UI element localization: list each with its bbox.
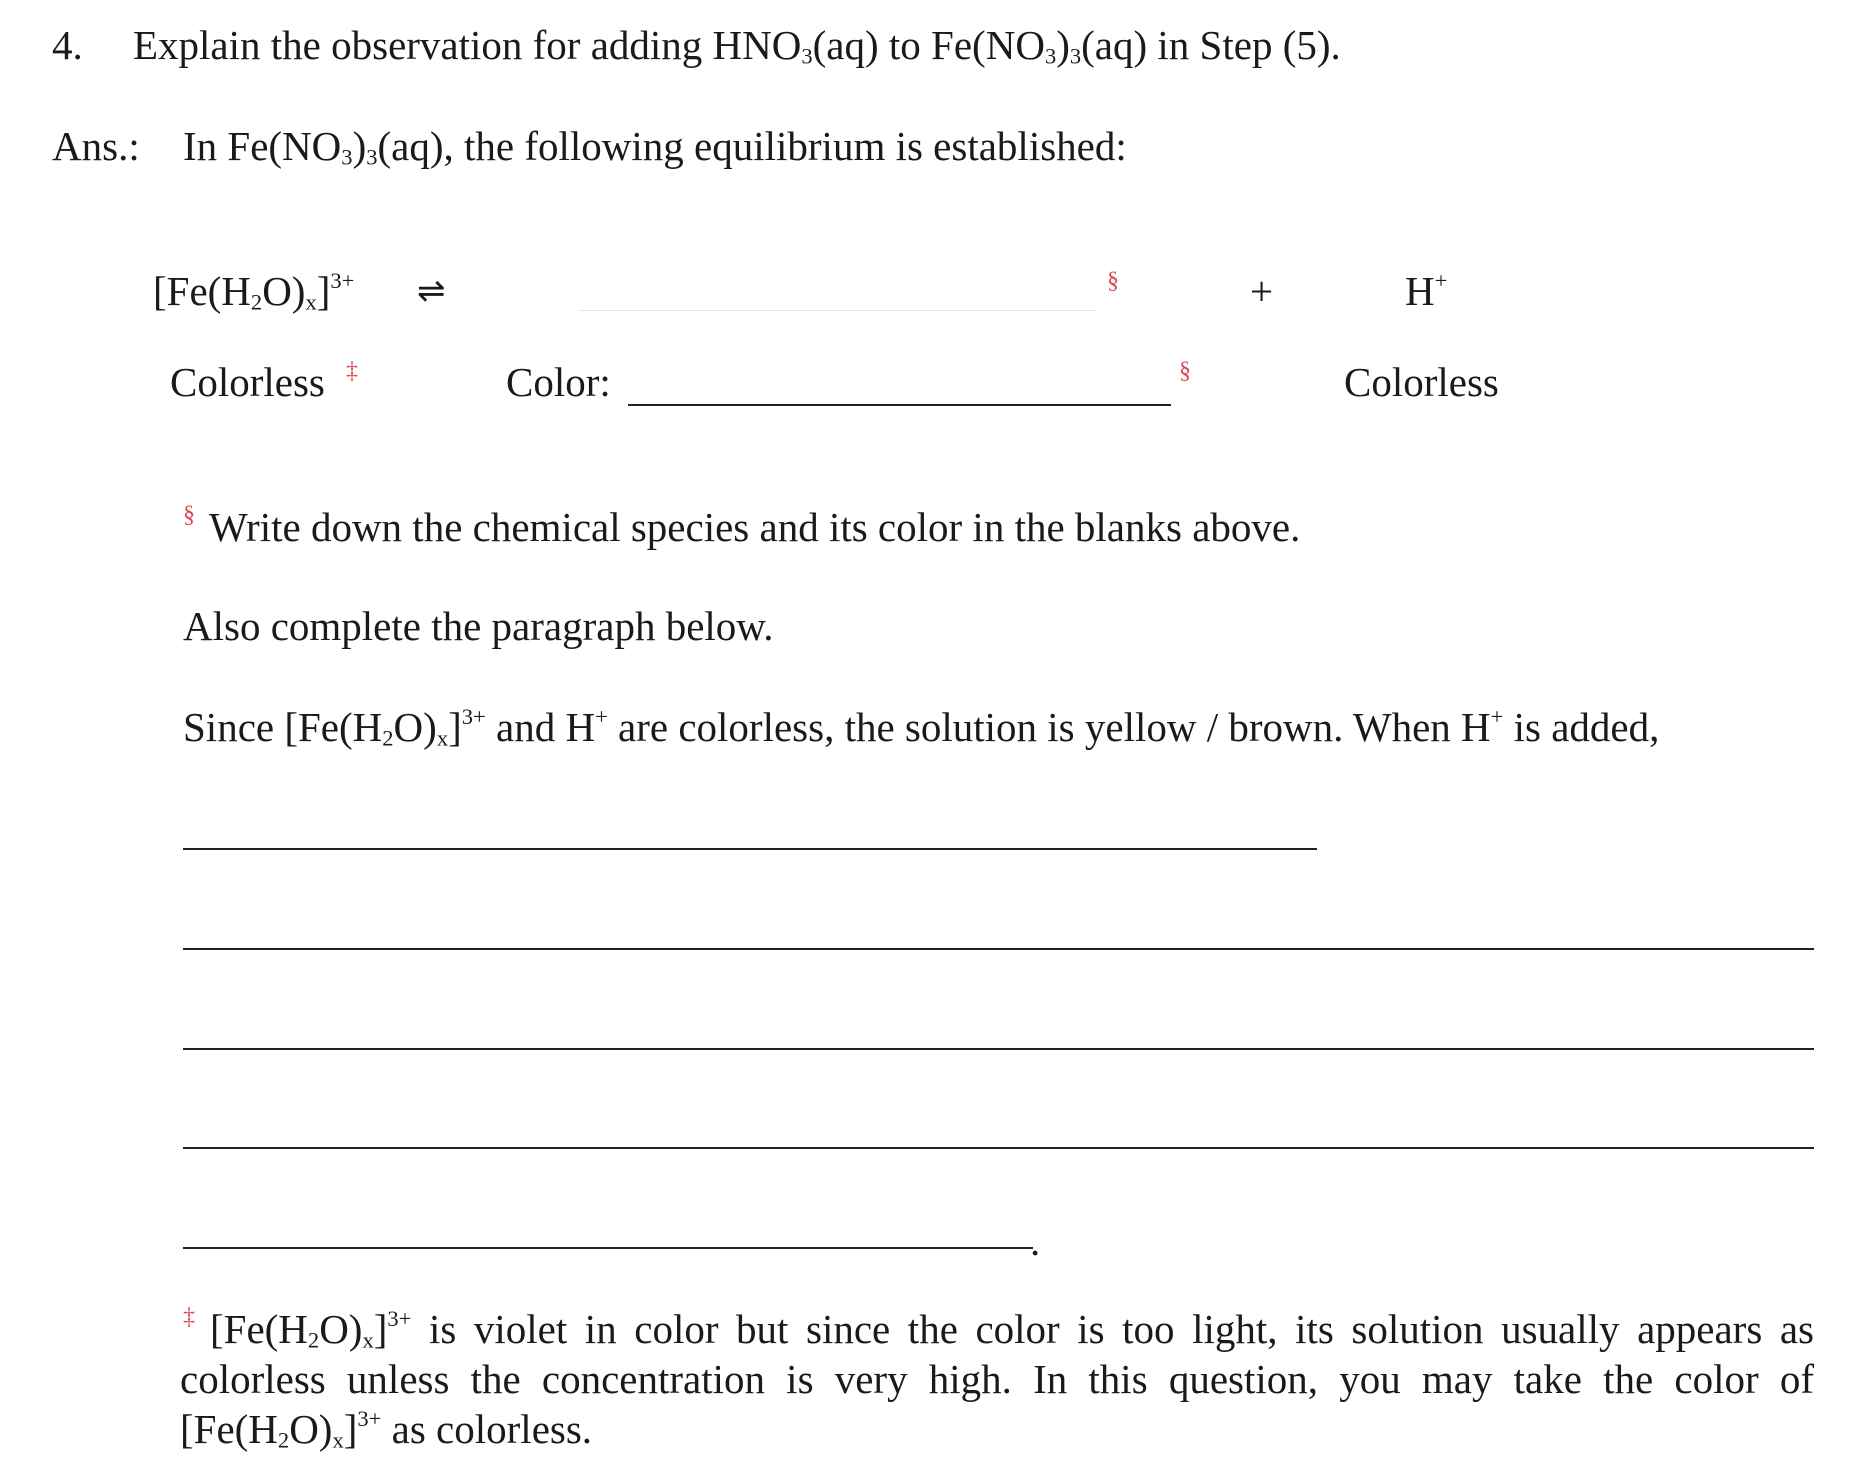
footnote-part: ] [343,1406,358,1452]
subscript: x [305,289,317,315]
formula-part: ] [316,268,331,314]
formula-part: O) [262,268,306,314]
dagger-mark: ‡ [346,358,358,384]
footnote-part: O) [289,1406,333,1452]
superscript: + [595,704,608,730]
answer-text-part: ) [352,123,367,169]
color-label: Color: [506,359,611,405]
footnote-text [180,1304,1814,1454]
answer-line[interactable] [183,1048,1814,1050]
dagger-mark: ‡ [183,1304,195,1330]
equilibrium-arrow-icon: ⇌ [417,271,446,311]
question-text [133,20,1341,70]
subscript: x [332,1427,344,1453]
subscript: 2 [250,289,263,315]
question-text-part: (aq) to Fe(NO [812,22,1045,68]
superscript: 3+ [357,1406,382,1432]
paragraph-part: ] [448,704,462,750]
footnote-part: O) [319,1306,363,1352]
subscript: 3 [1069,43,1082,69]
product-h-ion [1405,266,1447,316]
equation-reactant [153,266,354,316]
answer-text [183,121,1127,171]
final-period: . [1030,1218,1041,1264]
plus-sign: + [1250,268,1274,314]
reactant-color: Colorless [170,359,325,405]
section-mark: § [183,502,195,528]
question-text-part: (aq) in Step (5). [1081,22,1341,68]
section-mark: § [1179,358,1191,384]
subscript: x [362,1327,374,1353]
superscript: 3+ [330,268,355,294]
superscript: 3+ [387,1306,412,1332]
note-text: Write down the chemical species and its color in the blanks above. [209,504,1301,550]
answer-line[interactable] [183,1147,1814,1149]
h-ion-color: Colorless [1344,359,1499,405]
answer-line[interactable] [183,848,1317,850]
subscript: 3 [801,43,813,69]
superscript: + [1434,268,1448,294]
subscript: 2 [307,1327,320,1353]
color-blank[interactable] [628,404,1171,406]
question-number: 4. [52,22,83,68]
formula-part: [Fe(H [153,268,251,314]
answer-line[interactable] [183,1247,1033,1249]
subscript: 3 [341,144,353,170]
paragraph-part: is added, [1503,704,1660,750]
subscript: 2 [382,725,394,751]
answer-text-part: (aq), the following equilibrium is established: [377,123,1127,169]
species-blank[interactable] [578,310,1096,311]
answer-label: Ans.: [52,123,140,169]
paragraph-part: and H [485,704,596,750]
subscript: x [436,725,449,751]
footnote-part: ] [373,1306,388,1352]
answer-text-part: In Fe(NO [183,123,342,169]
subscript: 2 [277,1427,290,1453]
footnote-part: as colorless. [381,1406,593,1452]
question-text-part: Explain the observation for adding HNO [133,22,802,68]
instruction-text: Also complete the paragraph below. [183,603,774,649]
question-text-part: ) [1056,22,1070,68]
paragraph-part: are colorless, the solution is yellow / brown. When H [607,704,1491,750]
superscript: 3+ [461,704,486,730]
section-mark: § [1107,268,1119,294]
paragraph-part: Since [Fe(H [183,704,383,750]
formula-part: H [1405,268,1435,314]
superscript: + [1490,704,1504,730]
subscript: 3 [1044,43,1057,69]
paragraph-part: O) [393,704,437,750]
footnote-part: is violet in color but since the color is too light, its solution usually appears as colorless unless the concentration is very high. In this question, you may take the color of [Fe(H [180,1306,1814,1452]
answer-line[interactable] [183,948,1814,950]
paragraph-text [183,702,1659,752]
footnote-part: [Fe(H [210,1306,308,1352]
subscript: 3 [366,144,378,170]
